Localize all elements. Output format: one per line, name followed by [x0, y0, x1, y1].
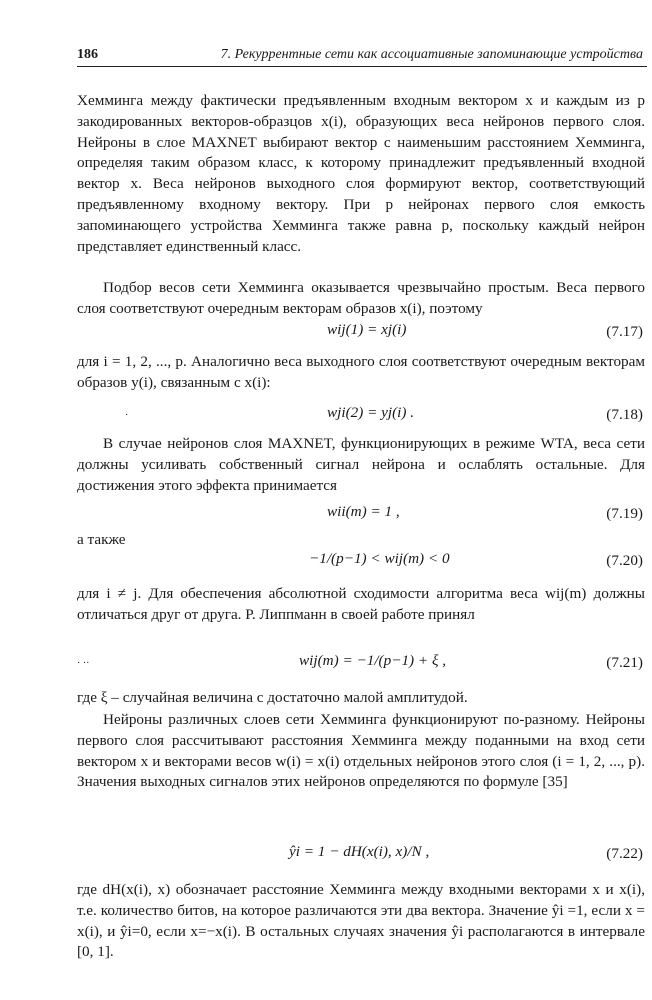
paragraph-2: Подбор весов сети Хемминга оказывается чрезвычайно простым. Веса первого слоя соответствуют очередным векторам образов x(i), поэтому [77, 279, 645, 317]
equation-7-22 [77, 843, 645, 867]
chapter-title: 7. Рекуррентные сети как ассоциативные запоминающие устройства [220, 47, 643, 62]
equation-number: (7.21) [606, 654, 643, 671]
equation-number: (7.20) [606, 552, 643, 569]
equation-formula: wii(m) = 1 , [327, 503, 400, 520]
equation-number: (7.17) [606, 323, 643, 340]
equation-formula: ŷi = 1 − dH(x(i), x)/N , [289, 843, 430, 860]
equation-7-19 [77, 503, 645, 527]
paragraph-7: где ξ – случайная величина с достаточно малой амплитудой. [77, 689, 468, 706]
equation-number: (7.22) [606, 845, 643, 862]
equation-7-17 [77, 321, 645, 345]
paragraph-9: где dH(x(i), x) обозначает расстояние Хемминга между входными векторами x и x(i), т.е. количество битов, на которое различаются эти два вектора. Значение ŷi =1, если x = x(i), и ŷi=0, если x=−x(i). В остальных случаях значения ŷi располагаются в интервале [0, 1]. [77, 881, 645, 961]
equation-7-20 [77, 550, 645, 574]
paragraph-5: а также [77, 531, 126, 548]
paragraph-8: Нейроны различных слоев сети Хемминга функционируют по-разному. Нейроны первого слоя рассчитывают расстояния Хемминга между поданными на вход сети вектором x и векторами весов w(i) = x(i) отдельных нейронов этого слоя (i = 1, 2, ..., p). Значения выходных сигналов этих нейронов определяются по формуле [35] [77, 711, 645, 791]
equation-7-21: · ·· wij(m) = −1/(p−1) + ξ , (7.21) [77, 652, 643, 671]
equation-formula: wij(1) = xj(i) [327, 321, 407, 338]
equation-formula: wji(2) = yj(i) . [327, 404, 415, 421]
paragraph-4: В случае нейронов слоя MAXNET, функционирующих в режиме WTA, веса сети должны усиливать собственный сигнал нейрона и ослаблять остальные. Для достижения этого эффекта принимается [77, 435, 645, 494]
equation-number: (7.19) [606, 505, 643, 522]
paragraph-6: для i ≠ j. Для обеспечения абсолютной сходимости алгоритма веса wij(m) должны отличаться друг от друга. Р. Липпманн в своей работе принял [77, 585, 645, 623]
equation-7-18: · wji(2) = yj(i) . (7.18) [125, 404, 643, 423]
running-header [77, 47, 647, 67]
equation-number: (7.18) [606, 406, 643, 423]
page-number: 186 [77, 47, 98, 62]
equation-formula: −1/(p−1) < wij(m) < 0 [309, 550, 450, 567]
equation-formula: wij(m) = −1/(p−1) + ξ , [299, 652, 447, 669]
paragraph-1: Хемминга между фактически предъявленным входным вектором x и каждым из p закодированных векторов-образцов x(i), образующих веса нейронов первого слоя. Нейроны в слое MAXNET выбирают вектор с наименьшим расстоянием Хемминга, определяя таким образом класс, к которому принадлежит предъявленный входной вектор x. Веса нейронов выходного слоя формируют вектор, соответствующий предъявленному входному вектору. При p нейронах первого слоя емкость запоминающего устройства Хемминга также равна p, поскольку каждый нейрон представляет единственный класс. [77, 92, 645, 255]
paragraph-3: для i = 1, 2, ..., p. Аналогично веса выходного слоя соответствуют очередным векторам образов y(i), связанным с x(i): [77, 353, 645, 391]
